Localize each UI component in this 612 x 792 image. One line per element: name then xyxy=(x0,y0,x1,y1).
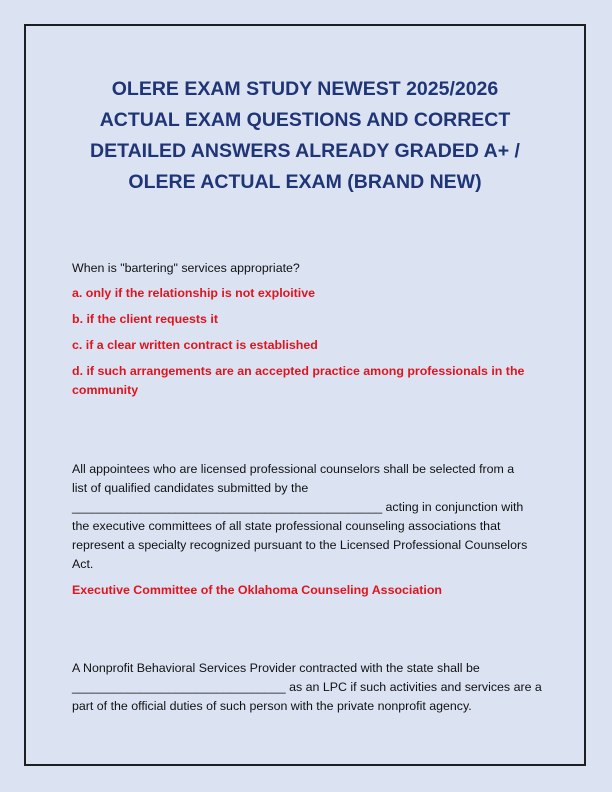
question-1-option-d: d. if such arrangements are an accepted practice among professionals in the xyxy=(72,364,525,378)
question-2-line-2: list of qualified candidates submitted by the xyxy=(72,481,309,495)
question-1-option-d-continued: community xyxy=(72,383,139,397)
question-2-line-1: All appointees who are licensed professional counselors shall be selected from a xyxy=(72,462,515,476)
question-3-block xyxy=(72,659,547,716)
title-line-2: ACTUAL EXAM QUESTIONS AND CORRECT xyxy=(99,109,511,131)
question-1-option-c: c. if a clear written contract is established xyxy=(72,338,318,352)
question-2-line-6: Act. xyxy=(72,557,94,571)
question-3-line-2: _______________________________ as an LPC if such activities and services are a xyxy=(72,680,542,694)
question-2-line-5: represent a specialty recognized pursuant to the Licensed Professional Counselors xyxy=(72,538,528,552)
question-2-answer: Executive Committee of the Oklahoma Counseling Association xyxy=(72,583,442,597)
title-line-3: DETAILED ANSWERS ALREADY GRADED A+ / xyxy=(90,140,520,162)
question-1-option-b: b. if the client requests it xyxy=(72,312,218,326)
question-3-line-3: part of the official duties of such person with the private nonprofit agency. xyxy=(72,699,472,713)
question-1-text: When is "bartering" services appropriate? xyxy=(72,261,300,275)
document-title xyxy=(60,74,550,198)
question-2-line-3: _____________________________________________ acting in conjunction with xyxy=(72,500,524,514)
question-1-block xyxy=(72,259,547,400)
question-1-option-a: a. only if the relationship is not exploitive xyxy=(72,286,316,300)
question-3-line-1: A Nonprofit Behavioral Services Provider contracted with the state shall be xyxy=(72,661,480,675)
question-2-line-4: the executive committees of all state professional counseling associations that xyxy=(72,519,501,533)
title-line-4: OLERE ACTUAL EXAM (BRAND NEW) xyxy=(128,171,482,193)
title-line-1: OLERE EXAM STUDY NEWEST 2025/2026 xyxy=(111,78,499,100)
question-2-block xyxy=(72,460,547,600)
